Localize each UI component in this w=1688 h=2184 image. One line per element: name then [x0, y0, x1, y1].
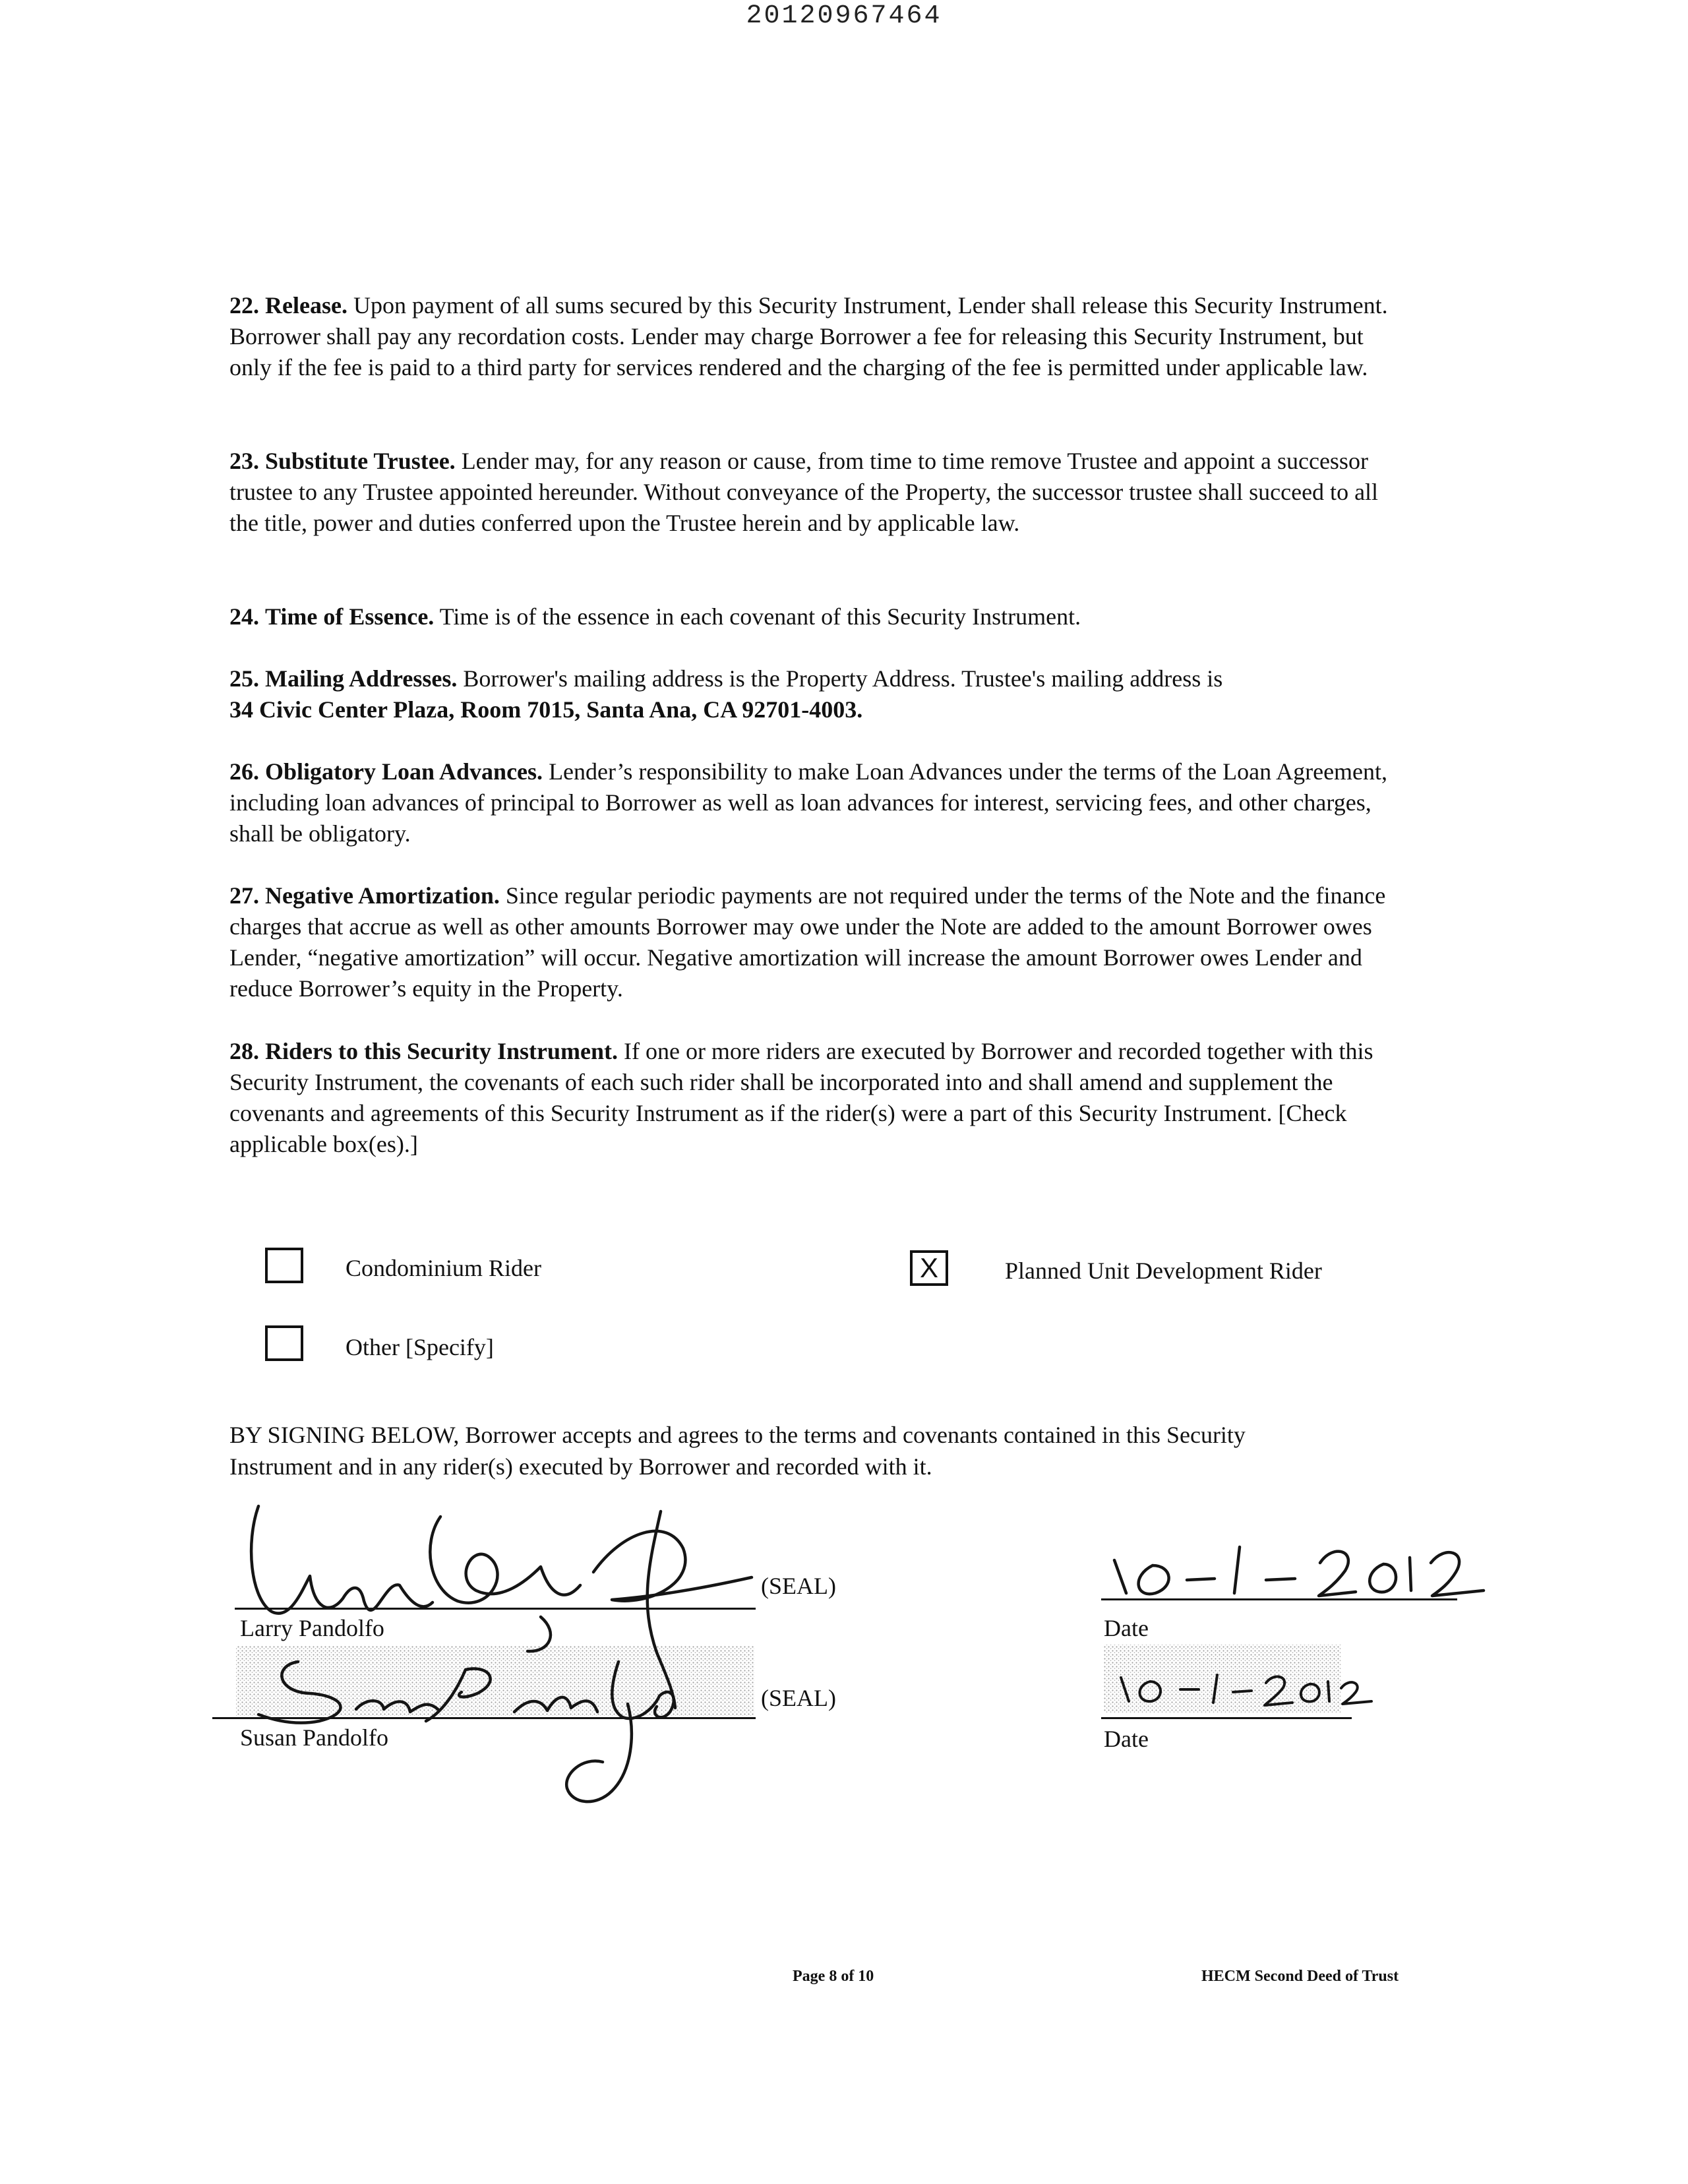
section-text: Borrower's mailing address is the Property Address. Trustee's mailing address is: [457, 665, 1223, 692]
date-label: Date: [1104, 1615, 1149, 1641]
section-25: [229, 663, 1222, 725]
signer-name: Larry Pandolfo: [240, 1615, 384, 1641]
condominium-rider-checkbox[interactable]: [265, 1248, 303, 1283]
other-rider-checkbox[interactable]: [265, 1325, 303, 1361]
pud-rider-label: Planned Unit Development Rider: [1005, 1258, 1322, 1284]
date-line: [1101, 1598, 1457, 1600]
section-number: 25.: [229, 665, 259, 692]
signing-statement: BY SIGNING BELOW, Borrower accepts and agrees to the terms and covenants contained in this Security Instrument and in any rider(s) executed by Borrower and recorded with it.: [229, 1422, 1246, 1480]
section-text: Lender may, for any reason or cause, from time to time remove Trustee and appoint a successor trustee to any Trustee appointed hereunder. Without conveyance of the Property, the successor trustee shall succeed to all the title, power and duties conferred upon the Trustee herein and by applicable law.: [229, 448, 1379, 536]
section-number: 22.: [229, 292, 259, 318]
section-title: Release.: [265, 292, 347, 318]
date-line: [1101, 1717, 1352, 1719]
section-title: Negative Amortization.: [265, 882, 500, 909]
section-title: Obligatory Loan Advances.: [265, 758, 543, 785]
document-number: 20120967464: [746, 1, 942, 31]
seal-label: (SEAL): [761, 1685, 836, 1711]
section-text: If one or more riders are executed by Borrower and recorded together with this Security Instrument, the covenants of each such rider shall be incorporated into and shall amend and supplement the covenants and agreements of this Security Instrument as if the rider(s) were a part of this Security Instrument. [Check applicable box(es).]: [229, 1038, 1373, 1157]
signer-name: Susan Pandolfo: [240, 1724, 388, 1751]
section-23: [229, 446, 1410, 539]
section-27: [229, 880, 1410, 1004]
signature-larry: [251, 1506, 752, 1708]
section-text: Upon payment of all sums secured by this Security Instrument, Lender shall release this Security Instrument. Borrower shall pay any recordation costs. Lender may charge Borrower a fee for releasing this Security Instrument, but only if the fee is paid to a third party for services rendered and the charging of the fee is permitted under applicable law.: [229, 292, 1388, 380]
page-number: Page 8 of 10: [793, 1968, 874, 1985]
signature-line: [212, 1717, 756, 1719]
section-28: [229, 1036, 1410, 1160]
section-text: Time is of the essence in each covenant of this Security Instrument.: [434, 603, 1081, 630]
section-title: Time of Essence.: [265, 603, 435, 630]
section-26: [229, 756, 1410, 849]
handwritten-date-1: [1114, 1547, 1484, 1596]
section-text: Lender’s responsibility to make Loan Advances under the terms of the Loan Agreement, including loan advances of principal to Borrower as well as loan advances for interest, servicing fees, and other charges, shall be obligatory.: [229, 758, 1388, 847]
section-title: Mailing Addresses.: [265, 665, 458, 692]
other-rider-label: Other [Specify]: [346, 1334, 494, 1360]
seal-label: (SEAL): [761, 1573, 836, 1599]
date-label: Date: [1104, 1726, 1149, 1752]
section-number: 28.: [229, 1038, 259, 1064]
signature-line: [235, 1608, 756, 1610]
section-text: Since regular periodic payments are not required under the terms of the Note and the finance charges that accrue as well as other amounts Borrower may owe under the Note are added to the amount Borrower owes Lender, “negative amortization” will occur. Negative amortization will increase the amount Borrower owes Lender and reduce Borrower’s equity in the Property.: [229, 882, 1386, 1002]
pud-rider-checkbox[interactable]: X: [910, 1250, 948, 1286]
shaded-signature-box: [236, 1646, 754, 1716]
shaded-date-box: [1104, 1645, 1341, 1713]
section-24: [229, 601, 1081, 632]
section-title: Substitute Trustee.: [265, 448, 456, 474]
section-22: [229, 290, 1410, 383]
section-number: 27.: [229, 882, 259, 909]
form-name: HECM Second Deed of Trust: [1201, 1968, 1399, 1985]
trustee-address: 34 Civic Center Plaza, Room 7015, Santa Ana, CA 92701-4003.: [229, 696, 863, 723]
condominium-rider-label: Condominium Rider: [346, 1255, 541, 1281]
section-title: Riders to this Security Instrument.: [265, 1038, 618, 1064]
handwritten-date-2: [1121, 1675, 1372, 1705]
section-number: 24.: [229, 603, 259, 630]
section-number: 26.: [229, 758, 259, 785]
section-number: 23.: [229, 448, 259, 474]
